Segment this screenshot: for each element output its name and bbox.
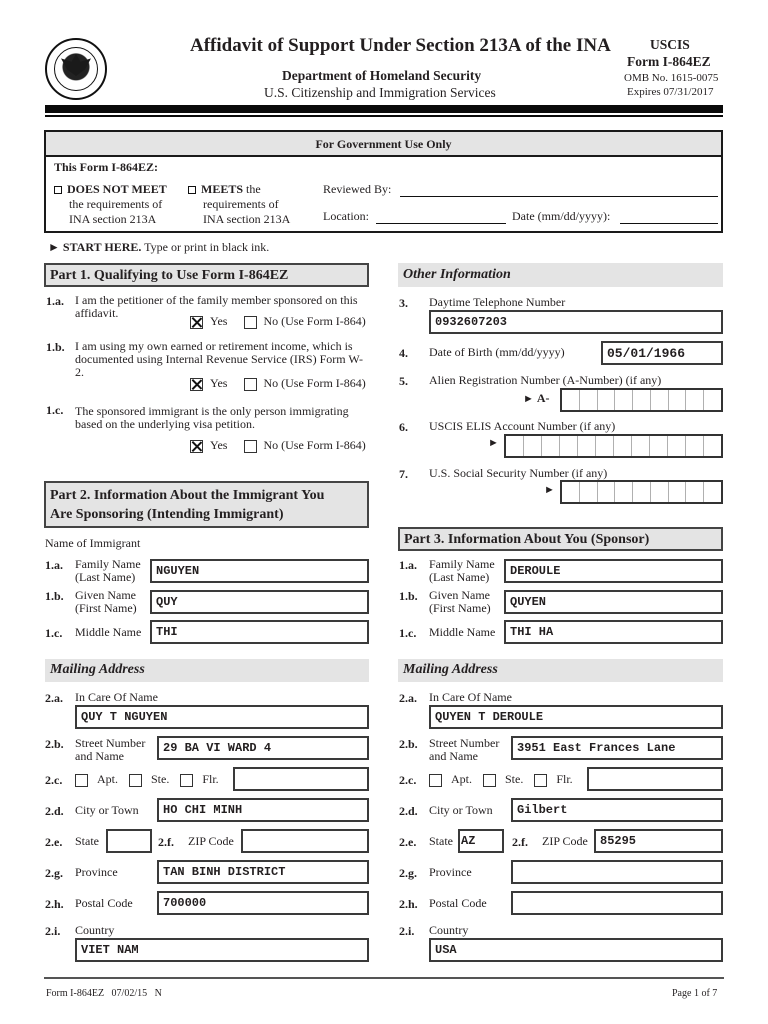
omb-number: OMB No. 1615-0075 — [624, 72, 719, 84]
part2-heading-line1: Part 2. Information About the Immigrant You — [50, 488, 325, 503]
province-label: Province — [75, 865, 118, 879]
no-checkbox-1a[interactable] — [244, 316, 257, 329]
dob-label: Date of Birth (mm/dd/yyyy) — [429, 345, 565, 359]
a-number-input[interactable] — [560, 388, 723, 412]
country-label: Country — [75, 923, 115, 937]
question-1a-options — [190, 314, 366, 329]
yes-label: Yes — [210, 376, 228, 390]
sponsor-country-input[interactable]: USA — [429, 938, 723, 962]
ste-label: Ste. — [151, 772, 170, 786]
name-of-immigrant-label: Name of Immigrant — [45, 536, 141, 550]
header-rule-thick — [45, 105, 723, 113]
zip-label: ZIP Code — [188, 834, 234, 848]
item-number: 1.a. — [45, 558, 63, 572]
arrow-icon: ► — [544, 484, 555, 496]
ssn-input[interactable] — [560, 480, 723, 504]
country-label: Country — [429, 923, 469, 937]
apt-checkbox[interactable] — [429, 774, 442, 787]
location-field[interactable] — [376, 223, 506, 224]
page-number: Page 1 of 7 — [672, 988, 718, 999]
item-number: 3. — [399, 296, 408, 310]
item-number: 2.e. — [45, 835, 63, 849]
family-name-label: Family Name (Last Name) — [75, 557, 141, 584]
postal-code-label: Postal Code — [429, 896, 487, 910]
part2-heading-line2: Are Sponsoring (Intending Immigrant) — [50, 507, 284, 522]
immigrant-city-input[interactable]: HO CHI MINH — [157, 798, 369, 822]
department-name: Department of Homeland Security — [282, 68, 482, 83]
does-not-meet-text: INA section 213A — [69, 212, 157, 226]
question-1a: I am the petitioner of the family member sponsored on this affidavit. — [75, 293, 358, 320]
item-number: 1.b. — [46, 340, 65, 354]
sponsor-care-of-input[interactable]: QUYEN T DEROULE — [429, 705, 723, 729]
flr-label: Flr. — [556, 772, 573, 786]
yes-label: Yes — [210, 438, 228, 452]
government-use-box — [44, 130, 723, 233]
start-here-instruction — [48, 240, 269, 255]
expiration-date: Expires 07/31/2017 — [627, 86, 714, 98]
item-number: 2.b. — [399, 737, 418, 751]
question-1b-options — [190, 376, 366, 391]
apt-label: Apt. — [451, 772, 472, 786]
item-number: 1.c. — [46, 403, 64, 417]
meets-text: requirements of — [203, 197, 279, 211]
immigrant-middle-name-input[interactable]: THI — [150, 620, 369, 644]
postal-code-label: Postal Code — [75, 896, 133, 910]
flr-label: Flr. — [202, 772, 219, 786]
does-not-meet-label: DOES NOT MEET — [67, 182, 167, 196]
sponsor-mailing-address-heading: Mailing Address — [398, 659, 723, 682]
item-number: 2.h. — [45, 897, 64, 911]
street-label: Street Number and Name — [75, 736, 146, 763]
immigrant-country-input[interactable]: VIET NAM — [75, 938, 369, 962]
sponsor-postal-code-input[interactable] — [511, 891, 723, 915]
header-rule-thin — [45, 115, 723, 117]
gov-form-label: This Form I-864EZ: — [54, 160, 159, 174]
care-of-label: In Care Of Name — [75, 690, 158, 704]
given-name-label: Given Name (First Name) — [75, 588, 137, 615]
immigrant-state-input[interactable] — [106, 829, 152, 853]
meets-text: INA section 213A — [203, 212, 291, 226]
government-use-heading: For Government Use Only — [46, 132, 721, 157]
part1-heading: Part 1. Qualifying to Use Form I-864EZ — [44, 263, 369, 287]
meets-option — [188, 182, 318, 227]
item-number: 2.d. — [399, 804, 418, 818]
city-label: City or Town — [75, 803, 139, 817]
ste-checkbox[interactable] — [129, 774, 142, 787]
item-number: 2.b. — [45, 737, 64, 751]
sponsor-given-name-input[interactable]: QUYEN — [504, 590, 723, 614]
no-checkbox-1c[interactable] — [244, 440, 257, 453]
sponsor-street-input[interactable]: 3951 East Frances Lane — [511, 736, 723, 760]
dob-input[interactable]: 05/01/1966 — [601, 341, 723, 365]
item-number: 5. — [399, 374, 408, 388]
sponsor-state-input[interactable]: AZ — [458, 829, 504, 853]
item-number: 2.f. — [512, 835, 528, 849]
a-prefix-label: A- — [536, 391, 550, 405]
phone-input[interactable]: 0932607203 — [429, 310, 723, 334]
part3-heading: Part 3. Information About You (Sponsor) — [398, 527, 723, 551]
family-name-label: Family Name (Last Name) — [429, 557, 495, 584]
yes-label: Yes — [210, 314, 228, 328]
immigrant-postal-code-input[interactable]: 700000 — [157, 891, 369, 915]
sponsor-middle-name-input[interactable]: THI HA — [504, 620, 723, 644]
item-number: 2.c. — [45, 773, 63, 787]
item-number: 1.a. — [46, 294, 64, 308]
item-number: 1.b. — [399, 589, 418, 603]
item-number: 4. — [399, 346, 408, 360]
apt-label: Apt. — [97, 772, 118, 786]
sponsor-family-name-input[interactable]: DEROULE — [504, 559, 723, 583]
middle-name-label: Middle Name — [75, 625, 142, 639]
item-number: 2.a. — [45, 691, 63, 705]
arrow-icon: ► — [488, 437, 499, 449]
start-here-label: START HERE. — [62, 240, 142, 254]
question-1c-options — [190, 438, 366, 453]
meets-text: the — [243, 182, 261, 196]
item-number: 2.f. — [158, 835, 174, 849]
item-number: 2.h. — [399, 897, 418, 911]
footer-rule — [44, 977, 724, 979]
no-label: No (Use Form I-864) — [263, 376, 366, 390]
footer-form-info: Form I-864EZ 07/02/15 N — [46, 988, 162, 999]
item-number: 2.c. — [399, 773, 417, 787]
province-label: Province — [429, 865, 472, 879]
form-title: Affidavit of Support Under Section 213A of the INA — [190, 35, 611, 56]
immigrant-province-input[interactable]: TAN BINH DISTRICT — [157, 860, 369, 884]
immigrant-family-name-input[interactable]: NGUYEN — [150, 559, 369, 583]
reviewed-by-field[interactable] — [400, 196, 718, 197]
meets-checkbox[interactable] — [188, 186, 196, 194]
yes-checkbox-1b[interactable] — [190, 378, 203, 391]
does-not-meet-text: the requirements of — [69, 197, 163, 211]
a-number-label: Alien Registration Number (A-Number) (if any) — [429, 373, 662, 387]
item-number: 1.c. — [399, 626, 417, 640]
start-arrow-icon: ► — [48, 240, 60, 254]
meets-label: MEETS — [201, 182, 244, 196]
agency-name: U.S. Citizenship and Immigration Services — [264, 85, 496, 100]
state-label: State — [429, 834, 453, 848]
apt-checkbox[interactable] — [75, 774, 88, 787]
date-label: Date (mm/dd/yyyy): — [512, 209, 611, 223]
immigrant-given-name-input[interactable]: QUY — [150, 590, 369, 614]
elis-account-input[interactable] — [504, 434, 723, 458]
ste-label: Ste. — [505, 772, 524, 786]
care-of-label: In Care Of Name — [429, 690, 512, 704]
item-number: 1.c. — [45, 626, 63, 640]
agency-short: USCIS — [650, 37, 690, 52]
yes-checkbox-1c[interactable] — [190, 440, 203, 453]
immigrant-mailing-address-heading: Mailing Address — [45, 659, 369, 682]
city-label: City or Town — [429, 803, 493, 817]
state-label: State — [75, 834, 99, 848]
no-label: No (Use Form I-864) — [263, 438, 366, 452]
given-name-label: Given Name (First Name) — [429, 588, 491, 615]
flr-checkbox[interactable] — [180, 774, 193, 787]
immigrant-care-of-input[interactable]: QUY T NGUYEN — [75, 705, 369, 729]
street-label: Street Number and Name — [429, 736, 500, 763]
item-number: 2.a. — [399, 691, 417, 705]
start-here-text: Type or print in black ink. — [141, 240, 270, 254]
immigrant-unit-type — [75, 772, 219, 787]
middle-name-label: Middle Name — [429, 625, 496, 639]
phone-label: Daytime Telephone Number — [429, 295, 566, 309]
zip-label: ZIP Code — [542, 834, 588, 848]
sponsor-zip-input[interactable]: 85295 — [594, 829, 723, 853]
part2-heading — [44, 481, 369, 528]
ste-checkbox[interactable] — [483, 774, 496, 787]
other-information-heading: Other Information — [398, 263, 723, 287]
item-number: 2.d. — [45, 804, 64, 818]
reviewed-by-label: Reviewed By: — [323, 182, 392, 196]
does-not-meet-checkbox[interactable] — [54, 186, 62, 194]
item-number: 2.g. — [399, 866, 417, 880]
immigrant-street-input[interactable]: 29 BA VI WARD 4 — [157, 736, 369, 760]
yes-checkbox-1a[interactable] — [190, 316, 203, 329]
no-label: No (Use Form I-864) — [263, 314, 366, 328]
item-number: 6. — [399, 420, 408, 434]
no-checkbox-1b[interactable] — [244, 378, 257, 391]
item-number: 2.i. — [399, 924, 415, 938]
item-number: 7. — [399, 467, 408, 481]
item-number: 2.i. — [45, 924, 61, 938]
location-label: Location: — [323, 209, 369, 223]
sponsor-province-input[interactable] — [511, 860, 723, 884]
item-number: 1.a. — [399, 558, 417, 572]
sponsor-city-input[interactable]: Gilbert — [511, 798, 723, 822]
dhs-seal-icon — [45, 38, 107, 100]
item-number: 2.g. — [45, 866, 63, 880]
immigrant-zip-input[interactable] — [241, 829, 369, 853]
date-field[interactable] — [620, 223, 718, 224]
elis-label: USCIS ELIS Account Number (if any) — [429, 419, 616, 433]
a-number-prefix — [523, 391, 550, 406]
question-1b: I am using my own earned or retirement income, which is documented using Internal Revenue Service (IRS) Form W-2. — [75, 339, 364, 379]
form-number: Form I-864EZ — [627, 54, 711, 69]
flr-checkbox[interactable] — [534, 774, 547, 787]
ssn-label: U.S. Social Security Number (if any) — [429, 466, 608, 480]
sponsor-unit-number-input[interactable] — [587, 767, 723, 791]
arrow-icon: ► — [523, 393, 534, 405]
item-number: 2.e. — [399, 835, 417, 849]
does-not-meet-option — [54, 182, 194, 227]
question-1c: The sponsored immigrant is the only person immigrating based on the underlying visa petition. — [75, 404, 349, 431]
sponsor-unit-type — [429, 772, 573, 787]
item-number: 1.b. — [45, 589, 64, 603]
immigrant-unit-number-input[interactable] — [233, 767, 369, 791]
